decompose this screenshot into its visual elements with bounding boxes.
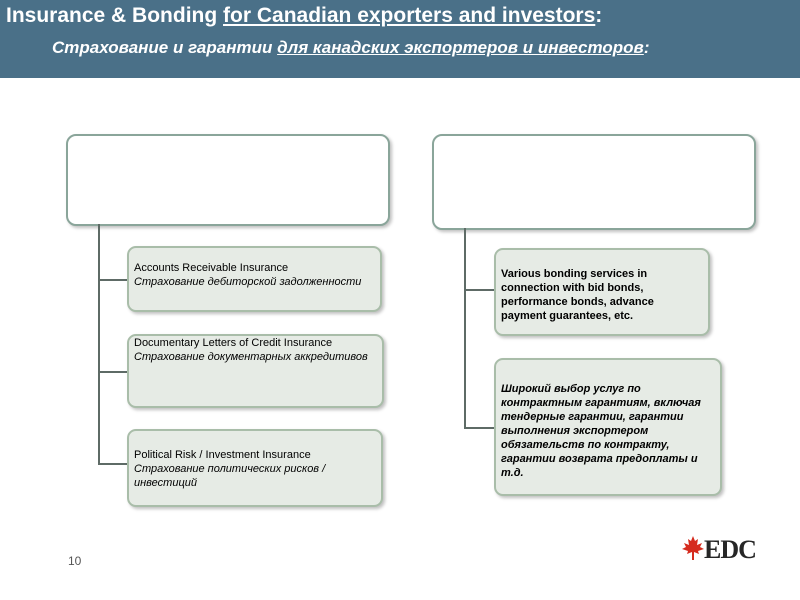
right-connector-vertical bbox=[464, 228, 466, 429]
right-connector-branch-1 bbox=[464, 289, 494, 291]
right-category-box bbox=[432, 134, 756, 230]
left-connector-vertical bbox=[98, 224, 100, 464]
title-russian: Страхование и гарантии для канадских экспортеров и инвесторов: bbox=[52, 38, 650, 57]
right-item-bonding-services-ru: Широкий выбор услуг по контрактным гарантиям, включая тендерные гарантии, гарантии выполнения экспортером обязательств по контракту, гарантии возврата предоплаты и т.д. bbox=[494, 358, 722, 496]
page-number: 10 bbox=[68, 554, 82, 568]
maple-leaf-icon bbox=[682, 536, 704, 562]
edc-logo bbox=[682, 534, 766, 568]
left-connector-branch-3 bbox=[98, 463, 128, 465]
header-banner bbox=[0, 0, 800, 78]
left-item-accounts-receivable: Accounts Receivable Insurance Страхование дебиторской задолженности bbox=[127, 246, 382, 312]
left-connector-branch-2 bbox=[98, 371, 128, 373]
left-category-box bbox=[66, 134, 390, 226]
right-item-bonding-services-en: Various bonding services in connection with bid bonds, performance bonds, advance payment guarantees, etc. bbox=[494, 248, 710, 336]
left-connector-branch-1 bbox=[98, 279, 128, 281]
logo-text: EDC bbox=[704, 535, 756, 564]
left-item-political-risk: Political Risk / Investment Insurance Страхование политических рисков / инвестиций bbox=[127, 429, 383, 507]
right-connector-branch-2 bbox=[464, 427, 494, 429]
left-item-letters-of-credit: Documentary Letters of Credit Insurance Страхование документарных аккредитивов bbox=[127, 334, 384, 408]
title-english: Insurance & Bonding for Canadian exporters and investors: bbox=[6, 4, 603, 27]
